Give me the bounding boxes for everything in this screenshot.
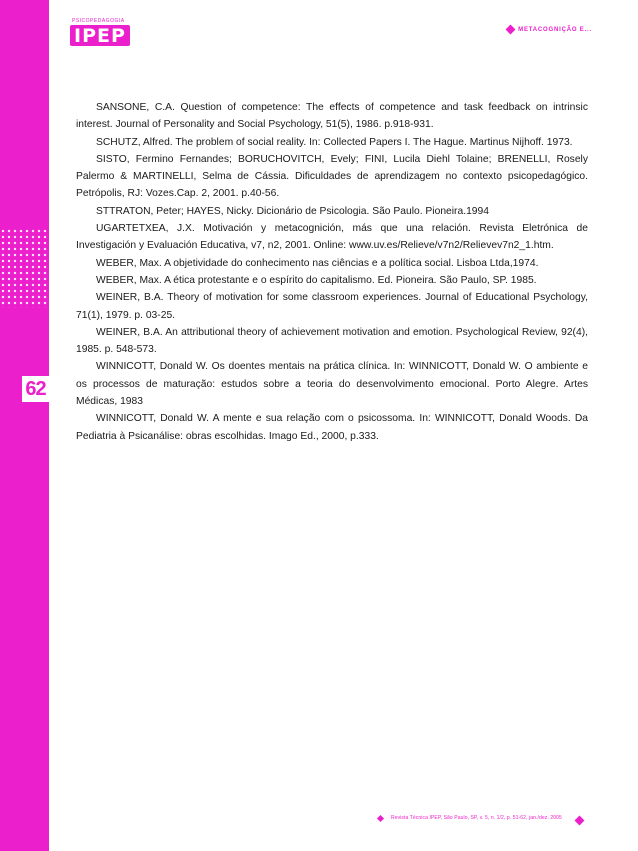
logo-supertitle: PSICOPEDAGOGIA: [72, 18, 125, 24]
reference-item: WEBER, Max. A ética protestante e o espírito do capitalismo. Ed. Pioneira. São Paulo, SP. 1985.: [96, 274, 537, 286]
diamond-icon: [506, 25, 516, 35]
reference-item: WINNICOTT, Donald W. Os doentes mentais na prática clínica. In: WINNICOTT, Donald W. O ambiente e os processos de maturação: estudos sobre a teoria do desenvolvimento emocional. Porto Alegre. Artes Médicas, 1983: [76, 361, 588, 408]
reference-item: SISTO, Fermino Fernandes; BORUCHOVITCH, Evely; FINI, Lucila Diehl Tolaine; BRENELLI, Rosely Palermo & MARTINELLI, Selma de Cássia. Dificuldades de aprendizagem no contexto psicopedagógico. Petrópolis, RJ: Vozes.Cap. 2, 2001. p.40-56.: [76, 153, 588, 200]
footer-citation: Revista Técnica IPEP, São Paulo, SP, v. 5, n. 1/2, p. 51-62, jan./dez. 2005: [391, 815, 562, 821]
page-number: 62: [22, 376, 49, 402]
side-band: [0, 0, 49, 851]
reference-item: WEINER, B.A. An attributional theory of achievement motivation and emotion. Psychological Review, 92(4), 1985. p. 548-573.: [76, 326, 588, 356]
reference-list: [76, 99, 588, 445]
reference-item: UGARTETXEA, J.X. Motivación y metacognición, más que una relación. Revista Eletrónica de Investigación y Evaluación Educativa, v7, n2, 2001. Online: www.uv.es/Relieve/v7n2/Relievev7n2_1.htm.: [76, 223, 588, 252]
logo-wordmark: IPEP: [70, 25, 130, 46]
reference-item: SANSONE, C.A. Question of competence: The effects of competence and task feedback on intrinsic interest. Journal of Personality and Social Psychology, 51(5), 1986. p.918-931.: [76, 102, 588, 131]
reference-item: WINNICOTT, Donald W. A mente e sua relação com o psicossoma. In: WINNICOTT, Donald Woods. Da Pediatria à Psicanálise: obras escolhidas. Imago Ed., 2000, p.333.: [76, 413, 588, 442]
reference-item: WEBER, Max. A objetividade do conhecimento nas ciências e a política social. Lisboa Ltda,1974.: [96, 257, 539, 269]
reference-item: WEINER, B.A. Theory of motivation for some classroom experiences. Journal of Educational Psychology, 71(1), 1979. p. 03-25.: [76, 292, 588, 321]
section-title: METACOGNIÇÃO E...: [518, 26, 592, 33]
footer: [378, 815, 562, 821]
section-header: [507, 26, 592, 33]
reference-item: STTRATON, Peter; HAYES, Nicky. Dicionário de Psicologia. São Paulo. Pioneira.1994: [96, 205, 489, 217]
side-dot-pattern: [0, 228, 49, 308]
reference-item: SCHUTZ, Alfred. The problem of social reality. In: Collected Papers I. The Hague. Martinus Nijhoff. 1973.: [96, 136, 573, 148]
diamond-icon: [575, 816, 585, 826]
header-logo: [70, 18, 130, 47]
diamond-icon: [377, 814, 384, 821]
